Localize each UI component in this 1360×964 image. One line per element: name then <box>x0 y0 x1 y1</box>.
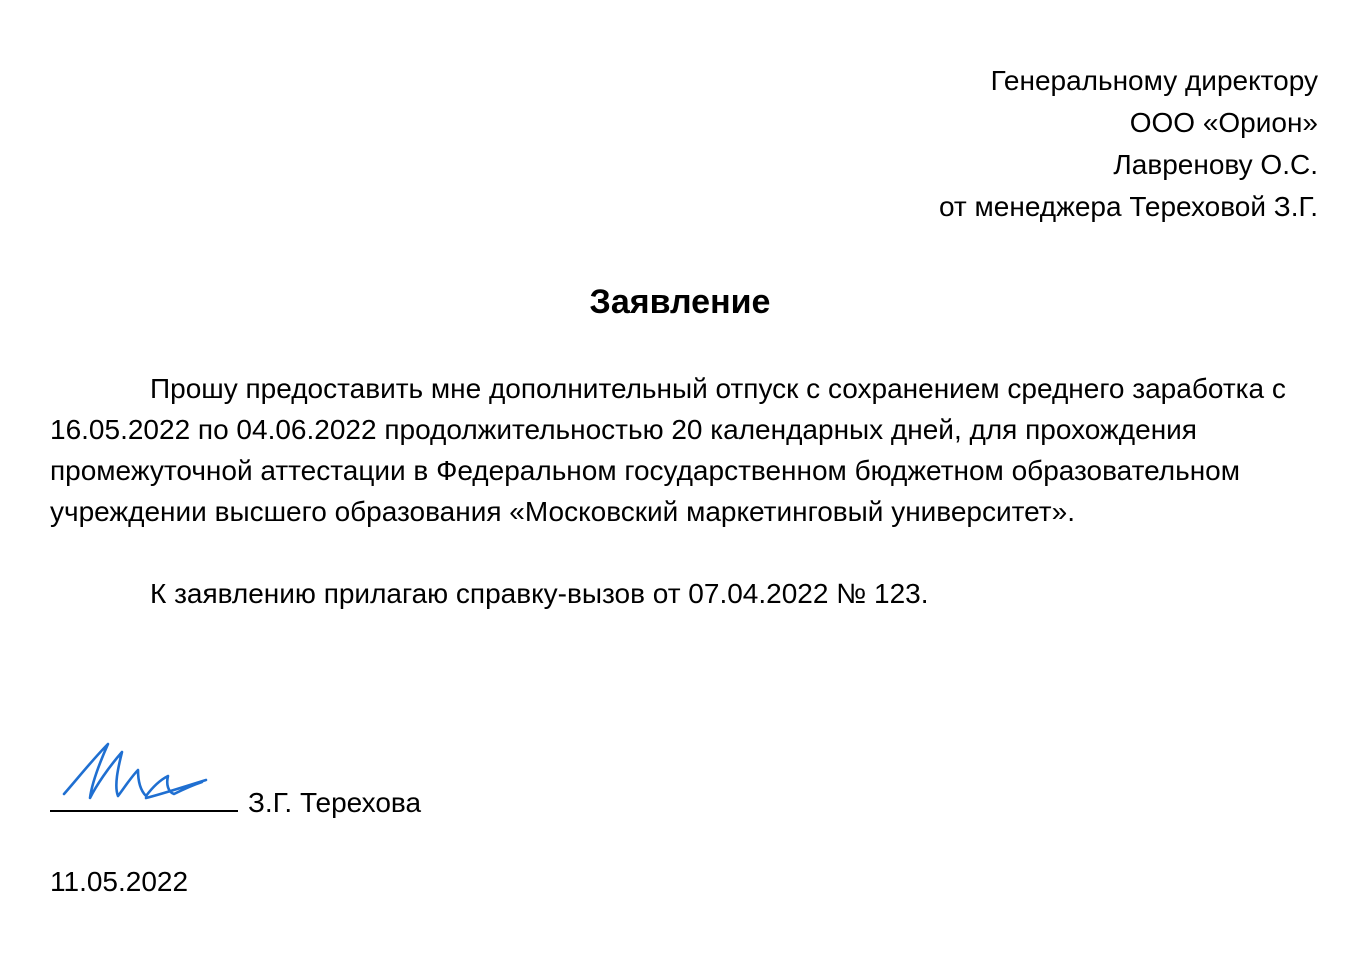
request-paragraph: Прошу предоставить мне дополнительный отпуск с сохранением среднего заработка с 16.05.2022 по 04.06.2022 продолжительностью 20 календарных дней, для прохождения промежуточной аттестации в Федеральном государственном бюджетном образовательном учреждении высшего образования «Московский маркетинговый университет». <box>50 373 1286 527</box>
addressee-name: Лавренову О.С. <box>1113 149 1318 180</box>
addressee-block <box>939 60 1318 228</box>
signature-line <box>50 780 238 812</box>
addressee-position: Генеральному директору <box>990 65 1318 96</box>
sender-line: от менеджера Тереховой З.Г. <box>938 191 1318 222</box>
document-date: 11.05.2022 <box>50 866 189 897</box>
attachment-paragraph: К заявлению прилагаю справку-вызов от 07.04.2022 № 123. <box>150 578 929 609</box>
signatory-name: З.Г. Терехова <box>248 787 422 818</box>
addressee-company: ООО «Орион» <box>1129 107 1318 138</box>
signature-row <box>50 780 421 822</box>
document-body <box>50 368 1320 614</box>
document-title: Заявление <box>589 283 771 321</box>
